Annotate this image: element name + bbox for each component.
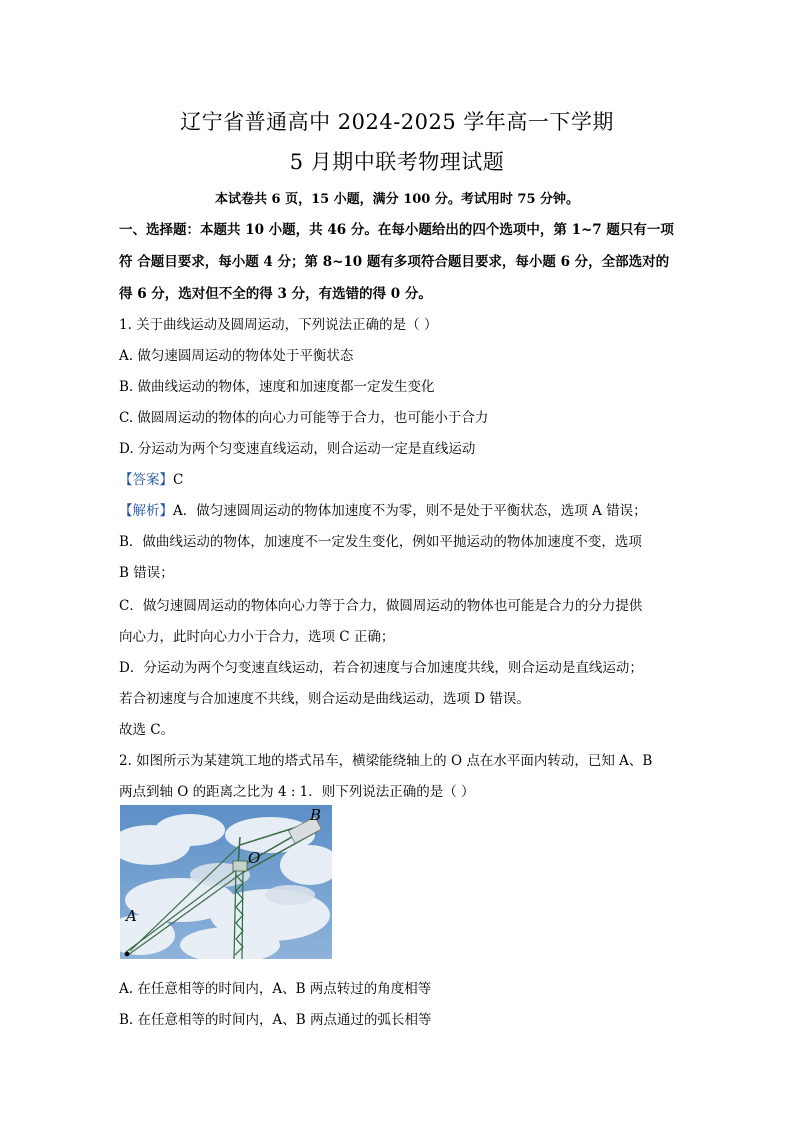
question-2-stem: 2. 如图所示为某建筑工地的塔式吊车，横梁能绕轴上的 O 点在水平面内转动，已知 A、B xyxy=(119,753,653,769)
question-1-option-a: A. 做匀速圆周运动的物体处于平衡状态 xyxy=(119,348,354,364)
analysis-line: C．做匀速圆周运动的物体向心力等于合力，做圆周运动的物体也可能是合力的分力提供 xyxy=(119,598,643,614)
analysis-line: 向心力，此时向心力小于合力，选项 C 正确； xyxy=(119,629,395,645)
section-instructions-line: 得 6 分，选对但不全的得 3 分，有选错的得 0 分。 xyxy=(119,286,432,302)
exam-info: 本试卷共 6 页，15 小题，满分 100 分。考试用时 75 分钟。 xyxy=(214,192,580,207)
section-instructions-line: 一、选择题：本题共 10 小题，共 46 分。在每小题给出的四个选项中，第 1~7 题只有一项 xyxy=(119,222,674,238)
analysis-tag: 【解析】 xyxy=(119,503,173,519)
question-1-option-d: D. 分运动为两个匀变速直线运动，则合运动一定是直线运动 xyxy=(119,441,476,457)
answer-tag: 【答案】 xyxy=(119,472,173,488)
point-a-label: A xyxy=(126,907,137,925)
analysis-line: 若合初速度与合加速度不共线，则合运动是曲线运动，选项 D 错误。 xyxy=(119,691,530,707)
question-1-stem: 1. 关于曲线运动及圆周运动，下列说法正确的是（ ） xyxy=(119,317,438,333)
analysis-line: B 错误； xyxy=(119,565,174,581)
section-instructions-line: 符 合题目要求，每小题 4 分；第 8~10 题有多项符合题目要求，每小题 6 分，全部选对的 xyxy=(119,254,670,270)
question-1-option-b: B. 做曲线运动的物体，速度和加速度都一定发生变化 xyxy=(119,379,435,395)
point-o-label: O xyxy=(248,849,261,867)
exam-title-line2: 5 月期中联考物理试题 xyxy=(289,150,505,174)
exam-title-line1: 辽宁省普通高中 2024-2025 学年高一下学期 xyxy=(180,110,614,134)
point-b-label: B xyxy=(310,806,322,824)
analysis-line: D．分运动为两个匀变速直线运动，若合初速度与合加速度共线，则合运动是直线运动； xyxy=(119,660,643,676)
analysis-line: B．做曲线运动的物体，加速度不一定发生变化，例如平抛运动的物体加速度不变，选项 xyxy=(119,534,642,550)
analysis-line: 故选 C。 xyxy=(119,722,175,738)
question-1-analysis xyxy=(119,499,647,519)
question-1-option-c: C. 做圆周运动的物体的向心力可能等于合力，也可能小于合力 xyxy=(119,410,489,426)
tower-crane-photo xyxy=(120,805,332,959)
answer-value: C xyxy=(173,472,184,488)
question-1-answer xyxy=(119,468,183,488)
analysis-text: A．做匀速圆周运动的物体加速度不为零，则不是处于平衡状态，选项 A 错误； xyxy=(173,503,647,519)
question-2-option-b: B. 在任意相等的时间内，A、B 两点通过的弧长相等 xyxy=(119,1012,432,1028)
question-2-option-a: A. 在任意相等的时间内，A、B 两点转过的角度相等 xyxy=(119,981,432,997)
question-2-stem: 两点到轴 O 的距离之比为 4 : 1．则下列说法正确的是（ ） xyxy=(119,784,475,800)
